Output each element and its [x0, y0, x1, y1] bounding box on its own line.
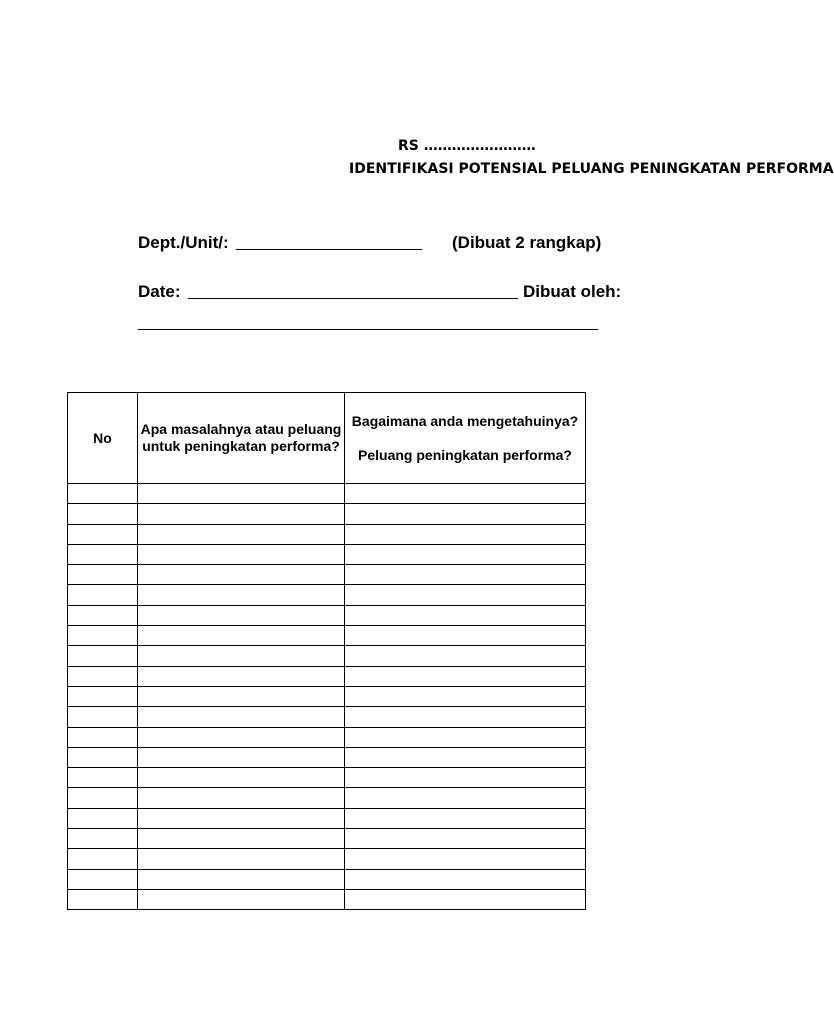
column-header-no: No — [68, 393, 138, 484]
date-label: Date: — [138, 282, 181, 301]
table-row — [68, 585, 586, 605]
no-cell[interactable] — [68, 849, 138, 869]
how-known-cell[interactable] — [345, 788, 586, 808]
no-cell[interactable] — [68, 808, 138, 828]
opportunity-table — [67, 392, 586, 910]
how-known-cell[interactable] — [345, 666, 586, 686]
problem-cell[interactable] — [138, 605, 345, 625]
no-cell[interactable] — [68, 646, 138, 666]
table-row — [68, 808, 586, 828]
no-cell[interactable] — [68, 707, 138, 727]
problem-cell[interactable] — [138, 788, 345, 808]
problem-cell[interactable] — [138, 707, 345, 727]
problem-cell[interactable] — [138, 768, 345, 788]
problem-cell[interactable] — [138, 686, 345, 706]
table-row — [68, 686, 586, 706]
column-header-problem: Apa masalahnya atau peluang untuk peningkatan performa? — [138, 393, 345, 484]
no-cell[interactable] — [68, 686, 138, 706]
table-row — [68, 747, 586, 767]
problem-cell[interactable] — [138, 544, 345, 564]
problem-cell[interactable] — [138, 504, 345, 524]
how-known-cell[interactable] — [345, 747, 586, 767]
no-cell[interactable] — [68, 727, 138, 747]
form-title: IDENTIFIKASI POTENSIAL PELUANG PENINGKATAN PERFORMA — [349, 161, 834, 177]
no-cell[interactable] — [68, 544, 138, 564]
how-known-question: Bagaimana anda mengetahuinya? — [351, 412, 579, 429]
how-known-cell[interactable] — [345, 808, 586, 828]
problem-cell[interactable] — [138, 889, 345, 909]
how-known-cell[interactable] — [345, 889, 586, 909]
no-cell[interactable] — [68, 626, 138, 646]
how-known-cell[interactable] — [345, 768, 586, 788]
improvement-question: Peluang peningkatan performa? — [358, 446, 572, 463]
no-cell[interactable] — [68, 524, 138, 544]
table-row — [68, 829, 586, 849]
table-row — [68, 605, 586, 625]
separator-line — [138, 329, 598, 330]
no-cell[interactable] — [68, 504, 138, 524]
dept-label: Dept./Unit/: — [138, 233, 229, 252]
problem-cell[interactable] — [138, 484, 345, 504]
table-row — [68, 565, 586, 585]
no-cell[interactable] — [68, 788, 138, 808]
problem-cell[interactable] — [138, 747, 345, 767]
how-known-cell[interactable] — [345, 605, 586, 625]
how-known-cell[interactable] — [345, 626, 586, 646]
table-row — [68, 869, 586, 889]
problem-cell[interactable] — [138, 524, 345, 544]
made-by-label: Dibuat oleh: — [523, 282, 622, 301]
problem-cell[interactable] — [138, 646, 345, 666]
table-row — [68, 707, 586, 727]
no-cell[interactable] — [68, 747, 138, 767]
dept-input-line[interactable] — [236, 249, 422, 250]
problem-cell[interactable] — [138, 869, 345, 889]
how-known-cell[interactable] — [345, 504, 586, 524]
no-cell[interactable] — [68, 768, 138, 788]
how-known-cell[interactable] — [345, 646, 586, 666]
how-known-cell[interactable] — [345, 565, 586, 585]
table-row — [68, 524, 586, 544]
how-known-cell[interactable] — [345, 707, 586, 727]
table-row — [68, 666, 586, 686]
no-cell[interactable] — [68, 605, 138, 625]
table-row — [68, 626, 586, 646]
table-row — [68, 849, 586, 869]
table-row — [68, 889, 586, 909]
how-known-cell[interactable] — [345, 544, 586, 564]
hospital-name: RS …………………… — [398, 138, 536, 154]
table-row — [68, 544, 586, 564]
how-known-cell[interactable] — [345, 484, 586, 504]
no-cell[interactable] — [68, 565, 138, 585]
copies-note: (Dibuat 2 rangkap) — [452, 233, 602, 252]
no-cell[interactable] — [68, 666, 138, 686]
how-known-cell[interactable] — [345, 524, 586, 544]
problem-cell[interactable] — [138, 808, 345, 828]
problem-cell[interactable] — [138, 727, 345, 747]
no-cell[interactable] — [68, 829, 138, 849]
column-header-how-known — [345, 393, 586, 484]
table-row — [68, 788, 586, 808]
no-cell[interactable] — [68, 484, 138, 504]
no-cell[interactable] — [68, 869, 138, 889]
how-known-cell[interactable] — [345, 829, 586, 849]
table-body — [68, 484, 586, 910]
no-cell[interactable] — [68, 585, 138, 605]
how-known-cell[interactable] — [345, 585, 586, 605]
table-row — [68, 484, 586, 504]
problem-cell[interactable] — [138, 626, 345, 646]
how-known-cell[interactable] — [345, 727, 586, 747]
problem-cell[interactable] — [138, 565, 345, 585]
how-known-cell[interactable] — [345, 686, 586, 706]
problem-cell[interactable] — [138, 666, 345, 686]
date-input-line[interactable] — [188, 298, 518, 299]
problem-cell[interactable] — [138, 585, 345, 605]
table-row — [68, 646, 586, 666]
problem-cell[interactable] — [138, 849, 345, 869]
table-row — [68, 504, 586, 524]
no-cell[interactable] — [68, 889, 138, 909]
how-known-cell[interactable] — [345, 869, 586, 889]
problem-cell[interactable] — [138, 829, 345, 849]
table-row — [68, 727, 586, 747]
table-row — [68, 768, 586, 788]
how-known-cell[interactable] — [345, 849, 586, 869]
